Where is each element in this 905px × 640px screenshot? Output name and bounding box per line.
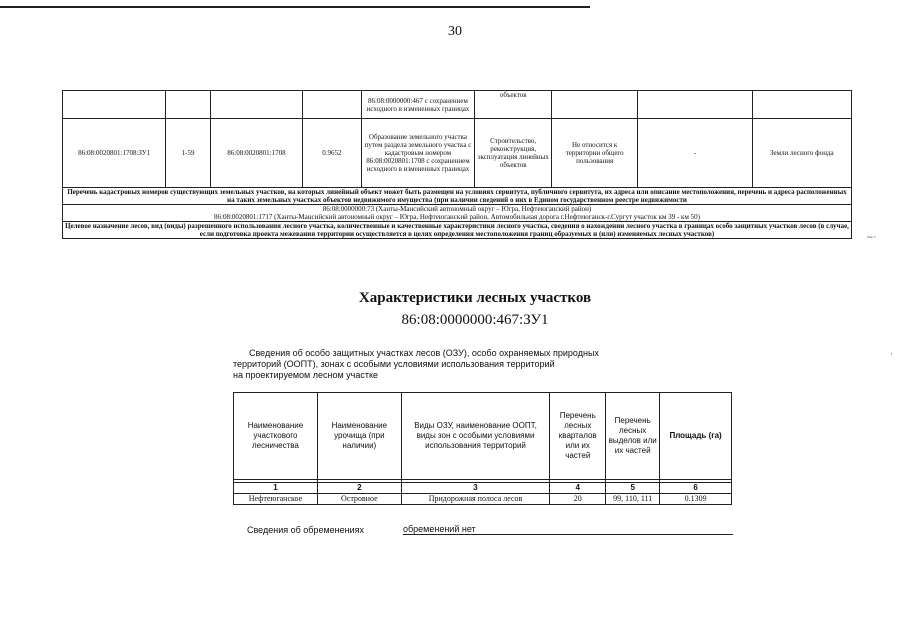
servitude-list-heading: Перечень кадастровых номеров существующих земельных участков, на которых линейный объект может быть размещен на условиях сервитута, публичного сервитута, их адреса или описание местоположения, перечень и адреса расположенных на таких земельных участках объектов недвижимого имущества (при наличии сведений о них в Едином государственном реестре недвижимости	[63, 188, 852, 205]
formation-method-cell: Образование земельного участка путем раздела земельного участка с кадастровым номером 86:08:0020801:1708 с сохранением исходного в измененных границах	[361, 119, 474, 188]
top-rule	[0, 6, 590, 8]
column-number-row	[234, 483, 732, 494]
page-number: 30	[448, 24, 462, 39]
table-cell: Нефтеюганское	[234, 494, 318, 505]
column-number: 6	[660, 483, 732, 494]
table-row	[63, 91, 852, 119]
column-header: Перечень лесных выделов или их частей	[606, 393, 660, 480]
table-cell: Придорожная полоса лесов	[401, 494, 550, 505]
servitude-item-1: 86:08:0000000:73 (Ханты-Мансийский автономный округ – Югра, Нефтеюганский район)	[322, 205, 592, 213]
encumbrance-label: Сведения об обременениях	[247, 525, 364, 535]
quarter-cell: 1-59	[166, 119, 211, 188]
area-cell: 0.9652	[303, 119, 362, 188]
column-header: Площадь (га)	[660, 393, 732, 480]
public-use-cell: Не относится к территории общего пользования	[552, 119, 638, 188]
intro-line: Сведения об особо защитных участках лесов (ОЗУ), особо охраняемых природных	[249, 348, 599, 358]
scan-mark: ·	[890, 350, 893, 360]
table-cell: 20	[550, 494, 606, 505]
table-cell: 0.1309	[660, 494, 732, 505]
formation-method-cell: 86:08:0000000:467 с сохранением исходного в измененных границах	[361, 91, 474, 119]
column-number: 2	[317, 483, 401, 494]
table-cell: Островное	[317, 494, 401, 505]
table-row	[63, 205, 852, 222]
land-category-cell: Земли лесного фонда	[752, 119, 851, 188]
table-header-row	[234, 393, 732, 480]
purpose-cell: Строительство, реконструкция, эксплуатация линейных объектов	[475, 119, 552, 188]
forest-purpose-heading: Целевое назначение лесов, вид (виды) разрешенного использования лесного участка, количественные и качественные характеристики лесного участка, сведения о нахождении лесного участка в границах особо защитных участков лесов (в случае, если подготовка проекта межевания территории осуществляется в целях определения местоположения границ образуемых и (или) изменяемых лесных участков)	[63, 222, 852, 239]
purpose-cell: объектов	[475, 91, 552, 119]
forest-plots-table	[233, 392, 732, 505]
intro-line: на проектируемом лесном участке	[233, 370, 379, 380]
servitude-list-item	[63, 205, 852, 222]
column-number: 3	[401, 483, 550, 494]
column-number: 1	[234, 483, 318, 494]
table-row	[63, 222, 852, 239]
table-row	[63, 188, 852, 205]
column-header: Перечень лесных кварталов или их частей	[550, 393, 606, 480]
column-header: Наименование участкового лесничества	[234, 393, 318, 480]
servitude-item-2: 86:08:0020801:1717 (Ханты-Мансийский автономный округ – Югра, Нефтеюганский район, Автомобильная дорога г.Нефтеюганск-г.Сургут участок км 39 - км 50)	[214, 213, 700, 221]
section-title: Характеристики лесных участков	[358, 290, 592, 306]
dash-cell: -	[638, 119, 752, 188]
table-row	[63, 119, 852, 188]
section-subtitle: 86:08:0000000:467:ЗУ1	[401, 312, 549, 328]
column-number: 5	[606, 483, 660, 494]
cadastral-number-cell: 86:08:0020801:1708:ЗУ1	[63, 119, 166, 188]
column-header: Наименование урочища (при наличии)	[317, 393, 401, 480]
land-plots-table	[62, 90, 852, 239]
encumbrance-value: обременений нет	[403, 524, 733, 535]
source-plot-cell: 86:08:0020801:1708	[210, 119, 302, 188]
scan-mark: ~·	[866, 233, 877, 243]
column-header: Виды ОЗУ, наименование ООПТ, виды зон с особыми условиями использования территорий	[401, 393, 550, 480]
intro-line: территорий (ООПТ), зонах с особыми условиями использования территорий	[233, 359, 555, 369]
column-number: 4	[550, 483, 606, 494]
table-cell: 99, 110, 111	[606, 494, 660, 505]
intro-paragraph	[233, 348, 673, 381]
table-row	[234, 494, 732, 505]
